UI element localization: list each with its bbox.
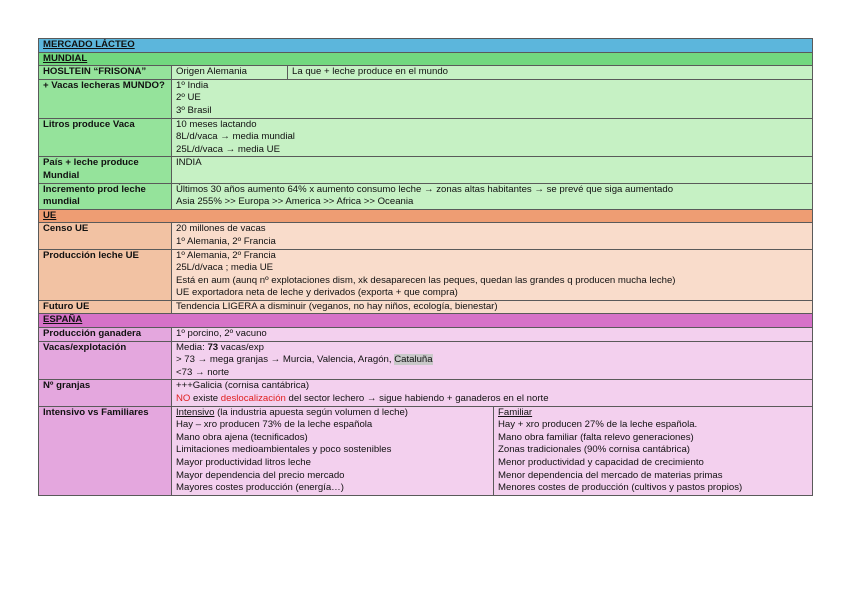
cell-line: Últimos 30 años aumento 64% x aumento consumo leche → zonas altas habitantes → se prevé que siga aumentado bbox=[176, 183, 674, 195]
cell-line: Asia 255% >> Europa >> America >> Africa >> Oceania bbox=[176, 196, 414, 208]
cell-line: Está en aum (aunq nº explotaciones dism, xk desaparecen las peques, quedan las grandes q producen mucha leche) bbox=[176, 274, 676, 286]
cell-line bbox=[176, 354, 808, 367]
cell-line: <73 → norte bbox=[176, 366, 230, 378]
rest-text: del sector lechero → sigue habiendo + ganaderos en el norte bbox=[285, 393, 549, 405]
cell-line: Limitaciones medioambientales y poco sostenibles bbox=[176, 444, 392, 456]
futuro-value-cell[interactable] bbox=[172, 300, 813, 314]
cell-line: 20 millones de vacas bbox=[176, 223, 266, 235]
cell-line: Mano obra ajena (tecnificados) bbox=[176, 431, 308, 443]
pais-value-cell[interactable] bbox=[172, 157, 813, 183]
intensivo-head: Intensivo bbox=[176, 406, 215, 418]
incremento-label-cell[interactable]: Incremento prod leche mundial bbox=[39, 183, 172, 209]
cell-line: 1º India bbox=[176, 79, 209, 91]
intensivo-head-rest: (la industria apuesta según volumen d leche) bbox=[214, 406, 408, 418]
deslocalizacion-text: deslocalización bbox=[220, 393, 286, 405]
ue-header-cell[interactable]: UE bbox=[39, 209, 813, 223]
cell-line: Hay – xro producen 73% de la leche española bbox=[176, 419, 373, 431]
cell-line bbox=[176, 407, 489, 420]
cell-line: 1º porcino, 2º vacuno bbox=[176, 328, 267, 340]
produccion-ue-value-cell[interactable] bbox=[172, 249, 813, 300]
cell-line: Menor productividad y capacidad de crecimiento bbox=[498, 457, 704, 468]
table-row bbox=[39, 223, 813, 249]
cell-line: Mayores costes producción (energía…) bbox=[176, 482, 344, 494]
cataluna-highlight: Cataluña bbox=[394, 354, 433, 366]
cell-line: +++Galicia (cornisa cantábrica) bbox=[176, 380, 310, 392]
cell-line: 3º Brasil bbox=[176, 104, 212, 116]
vacas-explotacion-value-cell[interactable] bbox=[172, 341, 813, 380]
section-header-ue bbox=[39, 209, 813, 223]
media-value: 73 bbox=[207, 341, 219, 353]
cell-line: Menores costes de producción (cultivos y pastos propios) bbox=[498, 482, 743, 494]
intensivo-label-cell[interactable]: Intensivo vs Familiares bbox=[39, 406, 172, 495]
table-row bbox=[39, 183, 813, 209]
cell-line: INDIA bbox=[176, 157, 202, 169]
table-row bbox=[39, 66, 813, 80]
produccion-ganadera-label-cell[interactable]: Producción ganadera bbox=[39, 328, 172, 342]
media-suffix: vacas/exp bbox=[218, 341, 265, 353]
section-header-mundial bbox=[39, 52, 813, 66]
censo-value-cell[interactable] bbox=[172, 223, 813, 249]
cell-line: 1º Alemania, 2º Francia bbox=[176, 249, 276, 261]
cell-line: UE exportadora neta de leche y derivados (exporta + que compra) bbox=[176, 287, 458, 299]
media-prefix: Media: bbox=[176, 341, 208, 353]
table-row bbox=[39, 380, 813, 406]
litros-label-cell[interactable]: Litros produce Vaca bbox=[39, 118, 172, 157]
incremento-value-cell[interactable] bbox=[172, 183, 813, 209]
vacas-mundo-label-cell[interactable]: + Vacas lecheras MUNDO? bbox=[39, 79, 172, 118]
vacas-explotacion-label-cell[interactable]: Vacas/explotación bbox=[39, 341, 172, 380]
cell-line: Mano obra familiar (falta relevo generaciones) bbox=[498, 431, 694, 443]
holstein-note-cell[interactable]: La que + leche produce en el mundo bbox=[288, 66, 813, 80]
cell-line: 8L/d/vaca → media mundial bbox=[176, 131, 295, 143]
familiar-value-cell[interactable] bbox=[494, 406, 813, 495]
spreadsheet-table bbox=[38, 38, 813, 496]
table-row bbox=[39, 406, 813, 495]
cell-line: 2º UE bbox=[176, 92, 201, 104]
table-row bbox=[39, 300, 813, 314]
holstein-label-cell[interactable]: HOSLTEIN “FRISONA” bbox=[39, 66, 172, 80]
holstein-origin-cell[interactable]: Origen Alemania bbox=[172, 66, 288, 80]
mega-text: > 73 → mega granjas → Murcia, Valencia, Aragón, bbox=[176, 354, 395, 366]
familiar-head: Familiar bbox=[498, 406, 533, 418]
cell-line: 1º Alemania, 2º Francia bbox=[176, 235, 276, 247]
table-row bbox=[39, 249, 813, 300]
cell-line: 25L/d/vaca ; media UE bbox=[176, 262, 274, 274]
cell-line: Tendencia LIGERA a disminuir (veganos, no hay niños, ecología, bienestar) bbox=[176, 300, 498, 312]
table-row bbox=[39, 341, 813, 380]
espana-header-cell[interactable]: ESPAÑA bbox=[39, 314, 813, 328]
cell-line: Zonas tradicionales (90% cornisa cantábrica) bbox=[498, 444, 690, 456]
pais-label-cell[interactable]: País + leche produce Mundial bbox=[39, 157, 172, 183]
cell-line: 10 meses lactando bbox=[176, 118, 257, 130]
intensivo-value-cell[interactable] bbox=[172, 406, 494, 495]
title-row bbox=[39, 39, 813, 53]
table-row bbox=[39, 118, 813, 157]
section-header-espana bbox=[39, 314, 813, 328]
table-row bbox=[39, 328, 813, 342]
produccion-ue-label-cell[interactable]: Producción leche UE bbox=[39, 249, 172, 300]
litros-value-cell[interactable] bbox=[172, 118, 813, 157]
cell-line: Menor dependencia del mercado de materias primas bbox=[498, 469, 723, 481]
cell-line: Mayor dependencia del precio mercado bbox=[176, 469, 345, 481]
cell-line bbox=[176, 342, 808, 355]
table-row bbox=[39, 79, 813, 118]
table-row bbox=[39, 157, 813, 183]
futuro-label-cell[interactable]: Futuro UE bbox=[39, 300, 172, 314]
censo-label-cell[interactable]: Censo UE bbox=[39, 223, 172, 249]
cell-line: Hay + xro producen 27% de la leche española. bbox=[498, 419, 698, 431]
vacas-mundo-value-cell[interactable] bbox=[172, 79, 813, 118]
granjas-label-cell[interactable]: Nº granjas bbox=[39, 380, 172, 406]
cell-line: 25L/d/vaca → media UE bbox=[176, 143, 280, 155]
granjas-value-cell[interactable] bbox=[172, 380, 813, 406]
existe-text: existe bbox=[190, 393, 221, 405]
no-text: NO bbox=[176, 393, 191, 405]
produccion-ganadera-value-cell[interactable] bbox=[172, 328, 813, 342]
cell-line: Mayor productividad litros leche bbox=[176, 457, 311, 468]
mundial-header-cell[interactable]: MUNDIAL bbox=[39, 52, 813, 66]
title-cell[interactable]: MERCADO LÁCTEO bbox=[39, 39, 813, 53]
cell-line bbox=[176, 393, 808, 406]
